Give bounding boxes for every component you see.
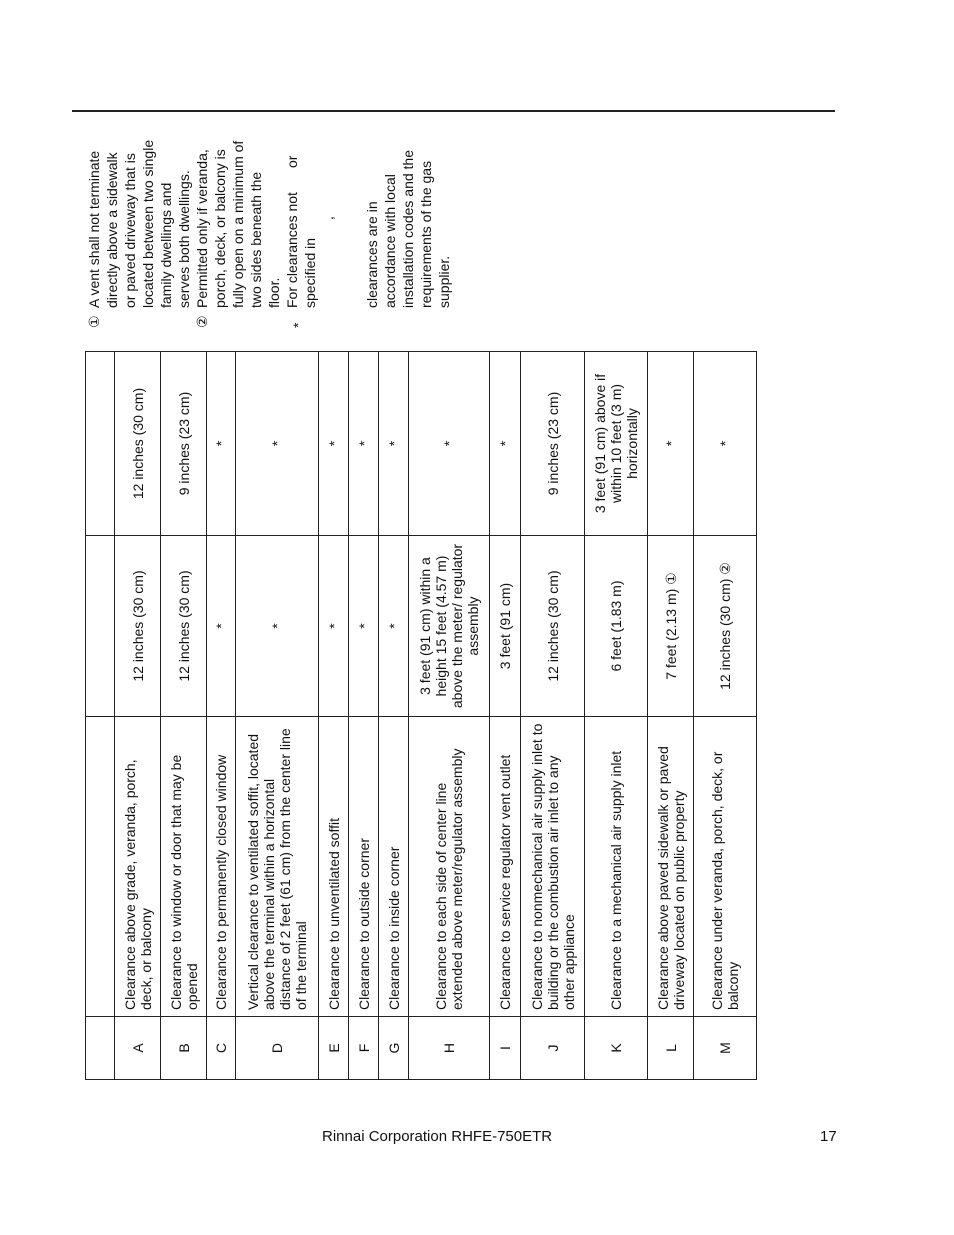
row-description: Clearance to a mechanical air supply inlet [585, 717, 648, 1017]
table-row [236, 352, 319, 1080]
table-row [409, 352, 490, 1080]
row-letter: E [319, 1017, 349, 1080]
row-value-1: * [236, 536, 319, 717]
row-value-1: 7 feet (2.13 m) ① [648, 536, 694, 717]
row-value-1: * [207, 536, 236, 717]
table-row [490, 352, 521, 1080]
table-row [319, 352, 349, 1080]
row-description: Clearance to unventilated soffit [319, 717, 349, 1017]
row-letter: G [379, 1017, 409, 1080]
row-letter: J [521, 1017, 585, 1080]
row-letter: H [409, 1017, 490, 1080]
header-cell [86, 352, 115, 536]
row-value-2: * [409, 352, 490, 536]
top-rule [72, 110, 835, 112]
row-value-1: * [379, 536, 409, 717]
clearance-table [85, 351, 757, 1080]
row-description: Clearance to nonmechanical air supply inlet to building or the combustion air inlet to any other appliance [521, 717, 585, 1017]
row-value-2: * [648, 352, 694, 536]
footnote-1-text: A vent shall not terminate directly above a sidewalk or paved driveway that is located between two single family dwellings and serves both dwellings. [86, 139, 192, 308]
row-value-1: 3 feet (91 cm) [490, 536, 521, 717]
table-row [694, 352, 757, 1080]
rotated-clearance-section [85, 139, 757, 1080]
footnote-2 [193, 138, 283, 328]
row-letter: I [490, 1017, 521, 1080]
row-letter: B [161, 1017, 207, 1080]
footnote-2-marker: ② [194, 315, 210, 328]
footnote-1 [85, 138, 193, 328]
row-description: Clearance to outside corner [349, 717, 379, 1017]
row-value-2: * [349, 352, 379, 536]
footnote-2-text: Permitted only if veranda, porch, deck, or balcony is fully open on a minimum of two sides beneath the floor. [194, 140, 282, 308]
row-value-1: * [349, 536, 379, 717]
table-row [379, 352, 409, 1080]
footnote-3-or: or [284, 155, 300, 168]
table-row [115, 352, 161, 1080]
footnote-3 [283, 138, 453, 328]
row-description: Clearance to service regulator vent outlet [490, 717, 521, 1017]
row-value-1: 6 feet (1.83 m) [585, 536, 648, 717]
row-description: Clearance to each side of center line extended above meter/regulator assembly [409, 717, 490, 1017]
row-description: Clearance to permanently closed window [207, 717, 236, 1017]
row-value-1: 12 inches (30 cm) [521, 536, 585, 717]
row-letter: M [694, 1017, 757, 1080]
footnote-1-marker: ① [86, 315, 102, 328]
header-cell [86, 536, 115, 717]
header-cell [86, 717, 115, 1017]
row-value-2: 12 inches (30 cm) [115, 352, 161, 536]
row-value-2: * [319, 352, 349, 536]
table-row [521, 352, 585, 1080]
row-description: Clearance to inside corner [379, 717, 409, 1017]
row-letter: F [349, 1017, 379, 1080]
row-description: Clearance under veranda, porch, deck, or balcony [694, 717, 757, 1017]
row-description: Clearance above paved sidewalk or paved driveway located on public property [648, 717, 694, 1017]
table-row [648, 352, 694, 1080]
footnote-3-comma: , [320, 216, 336, 220]
row-letter: D [236, 1017, 319, 1080]
row-value-1: 12 inches (30 cm) [115, 536, 161, 717]
row-value-2: * [379, 352, 409, 536]
table-row [585, 352, 648, 1080]
table-row [161, 352, 207, 1080]
row-value-2: 3 feet (91 cm) above if within 10 feet (3 m) horizontally [585, 352, 648, 536]
row-value-2: * [236, 352, 319, 536]
row-letter: C [207, 1017, 236, 1080]
row-value-1: 12 inches (30 cm) [161, 536, 207, 717]
table-row [207, 352, 236, 1080]
row-letter: A [115, 1017, 161, 1080]
header-cell [86, 1017, 115, 1080]
page-number: 17 [820, 1128, 837, 1145]
row-value-2: * [694, 352, 757, 536]
footnote-3-text-b: clearances are in accordance with local installation codes and the requirements of the gas supplier. [364, 150, 452, 308]
row-value-2: 9 inches (23 cm) [161, 352, 207, 536]
row-value-1: 12 inches (30 cm) ② [694, 536, 757, 717]
row-value-1: * [319, 536, 349, 717]
table-header-row [86, 352, 115, 1080]
row-description: Vertical clearance to ventilated soffit, located above the terminal within a horizontal distance of 2 feet (61 cm) from the center line of the terminal [236, 717, 319, 1017]
footer-title: Rinnai Corporation RHFE-750ETR [322, 1128, 553, 1145]
footnote-3-text-a: For clearances not specified in [284, 192, 318, 308]
row-value-2: * [490, 352, 521, 536]
row-value-1: 3 feet (91 cm) within a height 15 feet (4.57 m) above the meter/ regulator assembly [409, 536, 490, 717]
footnotes [85, 138, 453, 328]
row-value-2: 9 inches (23 cm) [521, 352, 585, 536]
footnote-3-marker: * [290, 322, 306, 328]
row-description: Clearance above grade, veranda, porch, deck, or balcony [115, 717, 161, 1017]
row-value-2: * [207, 352, 236, 536]
row-description: Clearance to window or door that may be opened [161, 717, 207, 1017]
row-letter: K [585, 1017, 648, 1080]
row-letter: L [648, 1017, 694, 1080]
table-row [349, 352, 379, 1080]
